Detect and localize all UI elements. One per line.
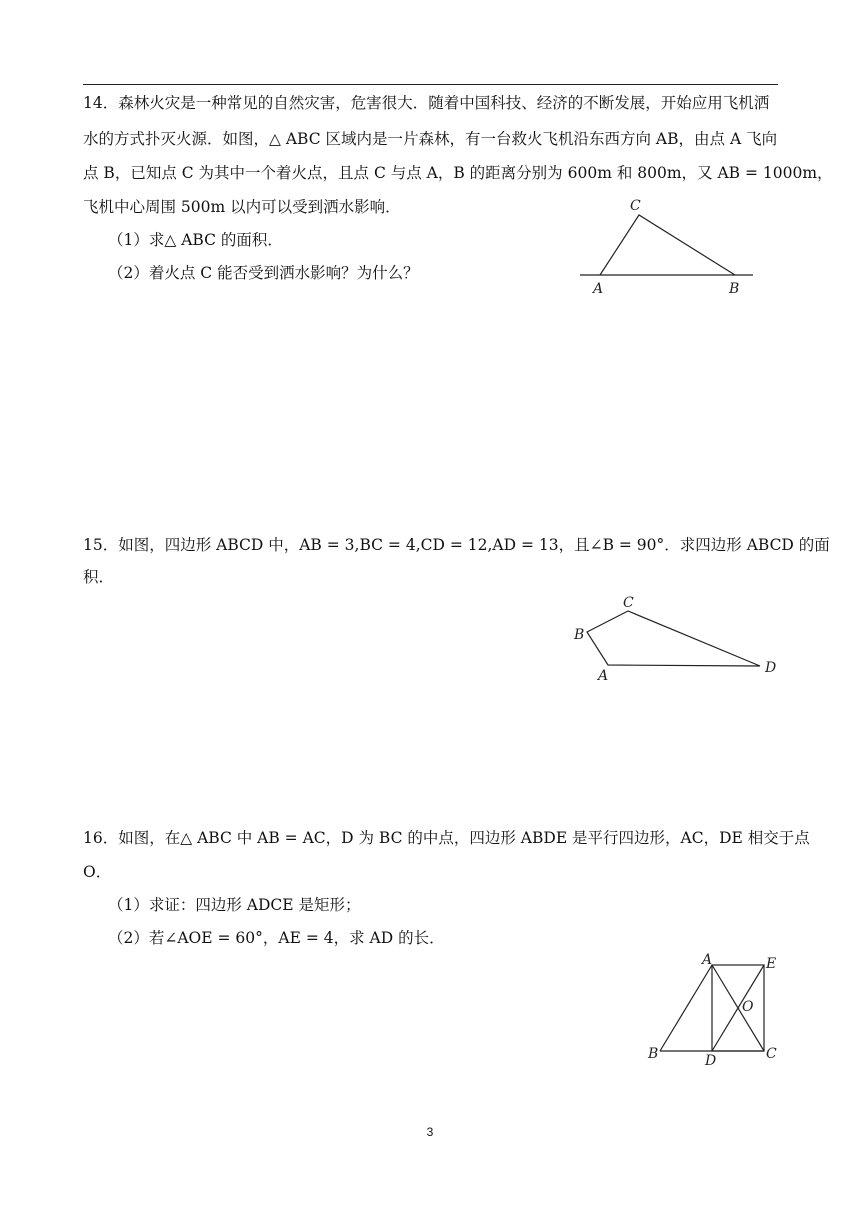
q15-quadrilateral (587, 611, 760, 666)
q14-line-4: 飞机中心周围 500m 以内可以受到洒水影响． (83, 198, 401, 216)
q14-label-b: B (729, 281, 740, 297)
q16-label-o: O (742, 999, 754, 1015)
q16-label-e: E (766, 956, 777, 972)
q15-quadrilateral-figure (565, 590, 785, 685)
q16-segment-ba (660, 965, 712, 1051)
q15-label-c: C (623, 595, 634, 611)
q14-triangle (600, 215, 735, 275)
q16-part-1: （1）求证：四边形 ADCE 是矩形； (108, 896, 361, 914)
q16-rectangle-figure (640, 948, 785, 1073)
q16-label-b: B (648, 1046, 659, 1062)
page-number: 3 (426, 1125, 434, 1139)
q14-triangle-figure (575, 190, 760, 300)
q14-label-c: C (630, 198, 641, 214)
q15-label-a: A (598, 668, 609, 684)
q14-line-2: 水的方式扑灭火源．如图，△ ABC 区域内是一片森林，有一台救火飞机沿东西方向 AB，由点 A 飞向 (83, 130, 778, 148)
q14-part-1: （1）求△ ABC 的面积． (108, 231, 283, 249)
header-rule (83, 84, 778, 85)
q14-label-a: A (593, 281, 604, 297)
q14-part-2: （2）着火点 C 能否受到洒水影响？为什么？ (108, 264, 419, 282)
q14-line-3: 点 B，已知点 C 为其中一个着火点，且点 C 与点 A，B 的距离分别为 600m 和 800m，又 AB = 1000m， (83, 164, 833, 182)
q16-line-1: 16．如图，在△ ABC 中 AB = AC，D 为 BC 的中点，四边形 ABDE 是平行四边形，AC，DE 相交于点 (83, 829, 810, 847)
q16-part-2: （2）若∠AOE = 60°，AE = 4，求 AD 的长． (108, 929, 445, 947)
q15-line-1: 15．如图，四边形 ABCD 中，AB = 3,BC = 4,CD = 12,AD = 13，且∠B = 90°．求四边形 ABCD 的面 (83, 536, 830, 554)
q15-line-2: 积． (83, 568, 115, 586)
q15-label-d: D (765, 660, 777, 676)
q16-label-c: C (766, 1046, 777, 1062)
q16-label-d: D (705, 1053, 717, 1069)
q14-line-1: 14．森林火灾是一种常见的自然灾害，危害很大．随着中国科技、经济的不断发展，开始应用飞机洒 (83, 94, 770, 112)
q15-label-b: B (574, 627, 585, 643)
q16-line-2: O． (83, 863, 112, 881)
q16-label-a: A (702, 952, 713, 968)
